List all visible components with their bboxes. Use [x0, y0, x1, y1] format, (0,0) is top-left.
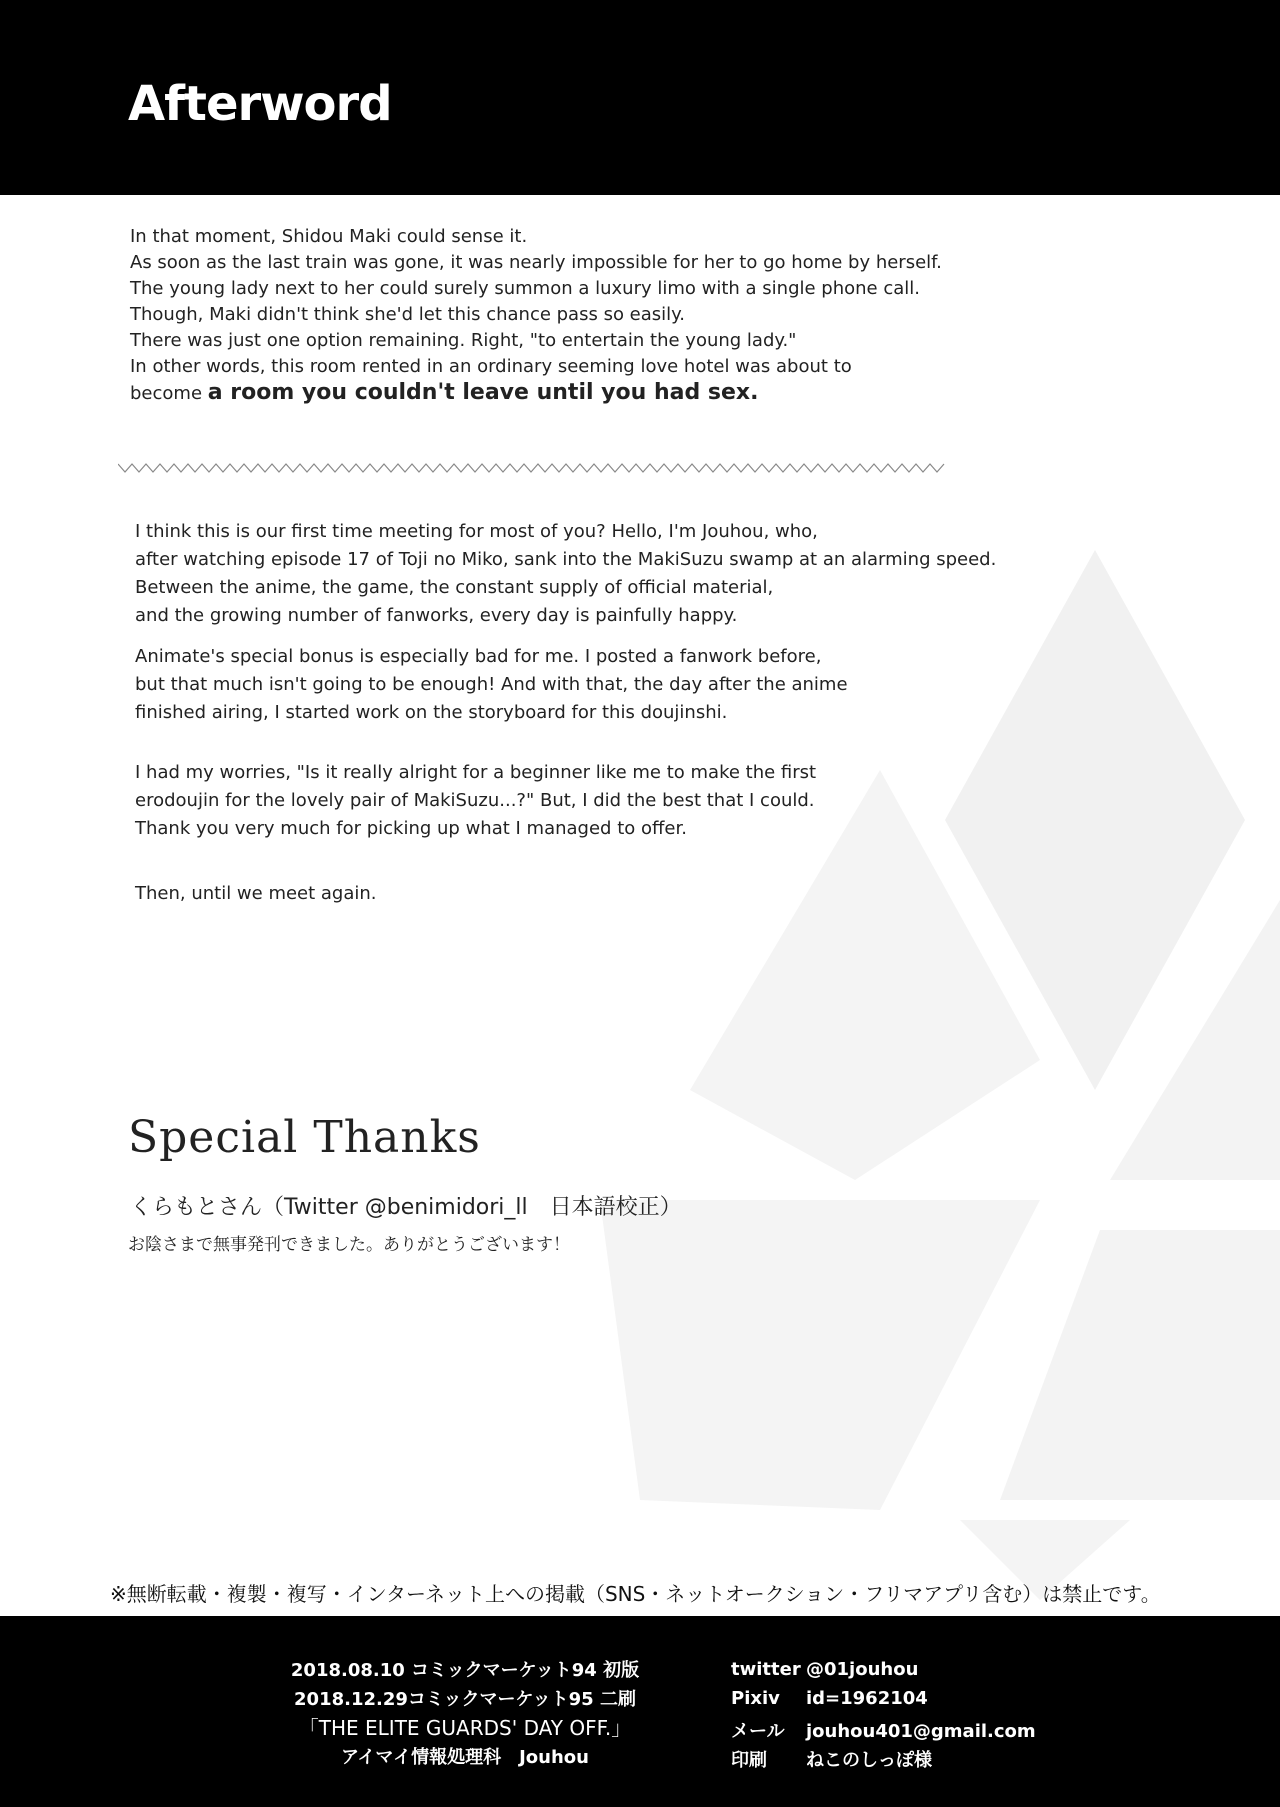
story-line: In other words, this room rented in an ordinary seeming love hotel was about to	[130, 356, 852, 377]
story-line: In that moment, Shidou Maki could sense it.	[130, 226, 528, 247]
note-paragraph	[135, 518, 1035, 630]
story-line-prefix: become	[130, 383, 208, 404]
contact-label: メール	[731, 1721, 785, 1742]
note-paragraph	[135, 643, 1035, 727]
contact-label: Pixiv	[731, 1688, 780, 1709]
story-line: The young lady next to her could surely summon a luxury limo with a single phone call.	[130, 278, 920, 299]
note-paragraph	[135, 759, 1035, 843]
contact-value: id=1962104	[806, 1688, 928, 1709]
contact-value: jouhou401@gmail.com	[806, 1721, 1036, 1742]
edition-line: 2018.12.29コミックマーケット95 二刷	[294, 1689, 636, 1710]
story-last-line	[130, 380, 1030, 407]
special-thanks-message: お陰さまで無事発刊できました。ありがとうございます！	[128, 1235, 570, 1255]
note-line: but that much isn't going to be enough! And with that, the day after the anime	[135, 674, 848, 695]
page-title: Afterword	[128, 76, 392, 132]
note-paragraph	[135, 880, 1035, 908]
book-title: 「THE ELITE GUARDS' DAY OFF.」	[298, 1716, 632, 1740]
note-line: I had my worries, "Is it really alright for a beginner like me to make the first	[135, 762, 817, 783]
edition-line: 2018.08.10 コミックマーケット94 初版	[290, 1660, 640, 1681]
special-thanks-name: くらもとさん（Twitter @benimidori_ll 日本語校正）	[130, 1195, 682, 1220]
contact-row	[731, 1746, 1036, 1775]
copyright-notice: ※無断転載・複製・複写・インターネット上への掲載（SNS・ネットオークション・フリマアプリ含む）は禁止です。	[110, 1582, 1161, 1606]
note-line: after watching episode 17 of Toji no Miko, sank into the MakiSuzu swamp at an alarming speed.	[135, 549, 997, 570]
story-line: As soon as the last train was gone, it was nearly impossible for her to go home by herself.	[130, 252, 942, 273]
story-line: Though, Maki didn't think she'd let this chance pass so easily.	[130, 304, 685, 325]
note-line: Thank you very much for picking up what I managed to offer.	[135, 818, 687, 839]
deco-parallelogram	[1000, 1230, 1280, 1500]
contact-label: twitter	[731, 1659, 801, 1680]
circle-name: アイマイ情報処理科 Jouhou	[341, 1747, 589, 1768]
note-line: erodoujin for the lovely pair of MakiSuzu...?" But, I did the best that I could.	[135, 790, 815, 811]
contact-label: 印刷	[731, 1750, 767, 1771]
contact-row	[731, 1717, 1036, 1746]
contact-row	[731, 1688, 1036, 1717]
note-line: I think this is our first time meeting for most of you? Hello, I'm Jouhou, who,	[135, 521, 818, 542]
note-line: Between the anime, the game, the constant supply of official material,	[135, 577, 774, 598]
contact-info	[731, 1659, 1036, 1775]
wavy-divider	[118, 460, 948, 476]
story-teaser	[130, 224, 1030, 407]
contact-value: @01jouhou	[806, 1659, 919, 1680]
note-line: Then, until we meet again.	[135, 883, 377, 904]
contact-value: ねこのしっぽ様	[806, 1750, 932, 1771]
story-emphasis: a room you couldn't leave until you had sex.	[207, 380, 759, 405]
note-line: finished airing, I started work on the storyboard for this doujinshi.	[135, 702, 728, 723]
deco-parallelogram	[600, 1200, 1040, 1510]
note-line: and the growing number of fanworks, every day is painfully happy.	[135, 605, 738, 626]
note-line: Animate's special bonus is especially bad for me. I posted a fanwork before,	[135, 646, 822, 667]
colophon	[260, 1656, 670, 1772]
contact-row	[731, 1659, 1036, 1688]
special-thanks-title: Special Thanks	[128, 1112, 481, 1163]
story-line: There was just one option remaining. Right, "to entertain the young lady."	[130, 330, 797, 351]
